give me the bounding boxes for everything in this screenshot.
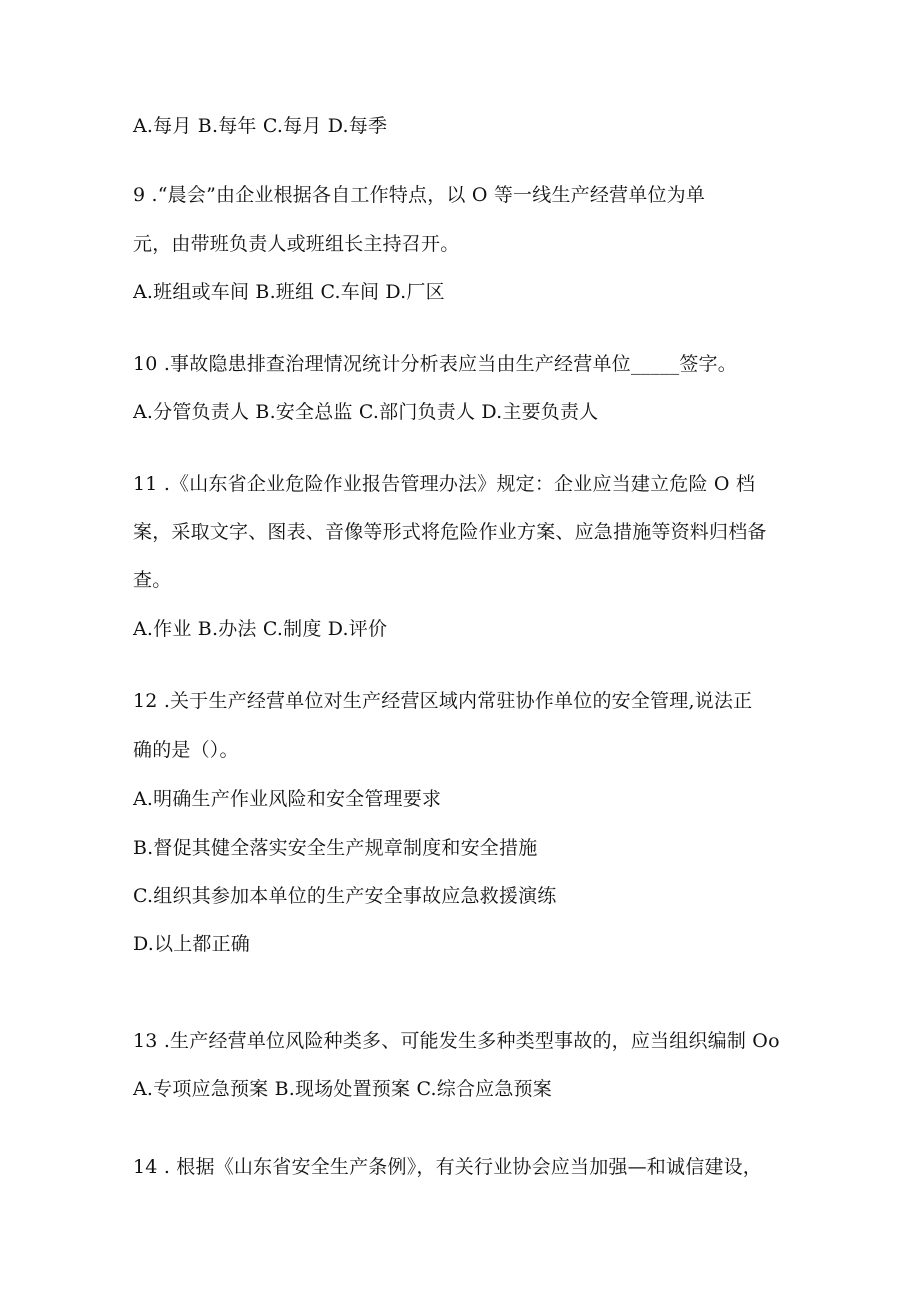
q12-option-d: D.以上都正确: [133, 933, 250, 955]
q11-text-line-2: 案，采取文字、图表、音像等形式将危险作业方案、应急措施等资料归档备: [133, 521, 767, 543]
q12-text-line-1: 12 .关于生产经营单位对生产经营区域内常驻协作单位的安全管理,说法正: [133, 690, 753, 712]
q13-options: A.专项应急预案 B.现场处置预案 C.综合应急预案: [133, 1078, 552, 1100]
q8-options: A.每月 B.每年 C.每月 D.每季: [133, 115, 388, 137]
q13-text: 13 .生产经营单位风险种类多、可能发生多种类型事故的，应当组织编制 Oo: [133, 1030, 780, 1052]
q12-text-line-2: 确的是（）。: [133, 739, 239, 761]
q10-options: A.分管负责人 B.安全总监 C.部门负责人 D.主要负责人: [133, 401, 599, 423]
q9-text-line-2: 元，由带班负责人或班组长主持召开。: [133, 233, 460, 255]
q9-options: A.班组或车间 B.班组 C.车间 D.厂区: [133, 281, 445, 303]
q12-option-c: C.组织其参加本单位的生产安全事故应急救援演练: [133, 885, 557, 907]
q11-options: A.作业 B.办法 C.制度 D.评价: [133, 618, 388, 640]
q11-text-line-3: 查。: [133, 569, 172, 591]
q12-option-a: A.明确生产作业风险和安全管理要求: [133, 788, 442, 810]
q9-text-line-1: 9 .“晨会”由企业根据各自工作特点，以 O 等一线生产经营单位为单: [133, 184, 706, 206]
q14-text-line-1: 14 . 根据《山东省安全生产条例》，有关行业协会应当加强—和诚信建设，: [133, 1156, 762, 1178]
q10-text: 10 .事故隐患排查治理情况统计分析表应当由生产经营单位_____签字。: [133, 353, 737, 375]
q11-text-line-1: 11 .《山东省企业危险作业报告管理办法》规定：企业应当建立危险 O 档: [133, 473, 756, 495]
q12-option-b: B.督促其健全落实安全生产规章制度和安全措施: [133, 837, 538, 859]
